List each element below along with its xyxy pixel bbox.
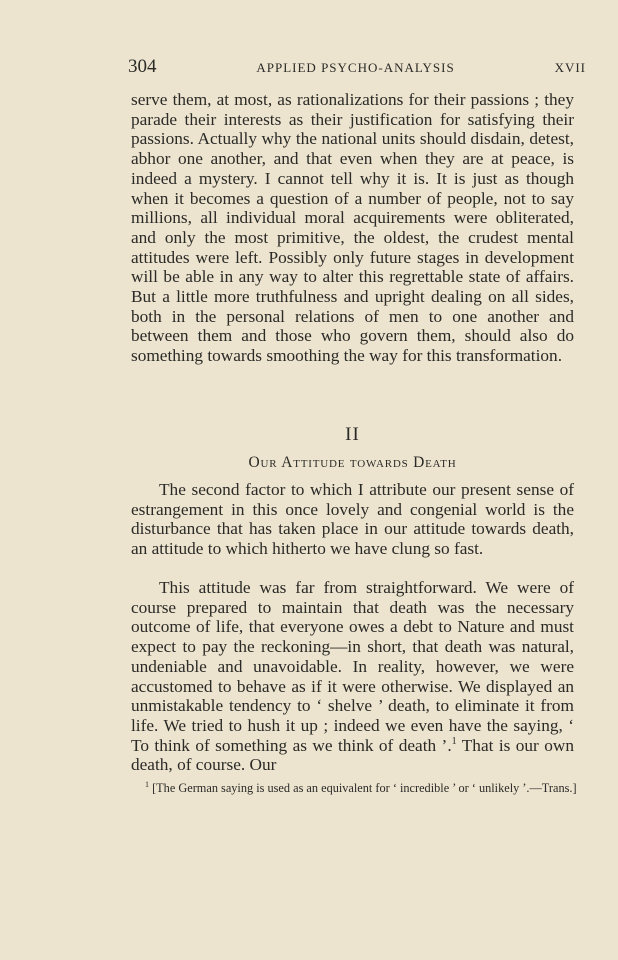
chapter-number: XVII: [554, 60, 586, 75]
footnote-reference[interactable]: 1: [451, 735, 457, 747]
section-title: Our Attitude towards Death: [248, 454, 457, 471]
paragraph-attitude-tail: That is our own death, of course. Our: [131, 735, 574, 775]
paragraph-attitude-text: This attitude was far from straightforward. We were of course prepared to maintain that death was the necessary outcome of life, that everyone owes a debt to Nature and must expect to pay the reckoning—in short, that death was natural, undeniable and unavoidable. In reality, however, we were accustomed to behave as if it were otherwise. We displayed an unmistakable tendency to ‘ shelve ’ death, to eliminate it from life. We tried to hush it up ; indeed we even have the saying, ‘ To think of something as we think of death ’.: [131, 578, 574, 755]
paragraph-attitude: [131, 578, 574, 775]
footnote: [131, 777, 581, 796]
paragraph-continuation: serve them, at most, as rationalizations for their passions ; they parade their interests as their justification for satisfying their passions. Actually why the national units should disdain, detest, abhor one another, and that even when they are at peace, is indeed a mystery. I cannot tell why it is. It is just as though when it becomes a question of a number of people, not to say millions, all individual moral acquirements were obliterated, and only the most primitive, the oldest, the crudest mental attitudes were left. Possibly only future stages in development will be able in any way to alter this regrettable state of affairs. But a little more truthfulness and upright dealing on all sides, both in the personal relations of men to one another and between them and those who govern them, should also do something towards smoothing the way for this transformation.: [131, 90, 574, 366]
paragraph-second-factor: The second factor to which I attribute our present sense of estrangement in this once lovely and congenial world is the disturbance that has taken place in our attitude towards death, an attitude to which hitherto we have clung so fast.: [131, 480, 574, 559]
running-header: [128, 56, 586, 80]
section-number: II: [345, 424, 360, 445]
footnote-text: [The German saying is used as an equivalent for ‘ incredible ’ or ‘ unlikely ’.—Trans.]: [152, 781, 577, 796]
footnote-marker: 1: [145, 780, 149, 789]
page-number: 304: [128, 56, 157, 77]
running-title: APPLIED PSYCHO-ANALYSIS: [256, 60, 455, 75]
